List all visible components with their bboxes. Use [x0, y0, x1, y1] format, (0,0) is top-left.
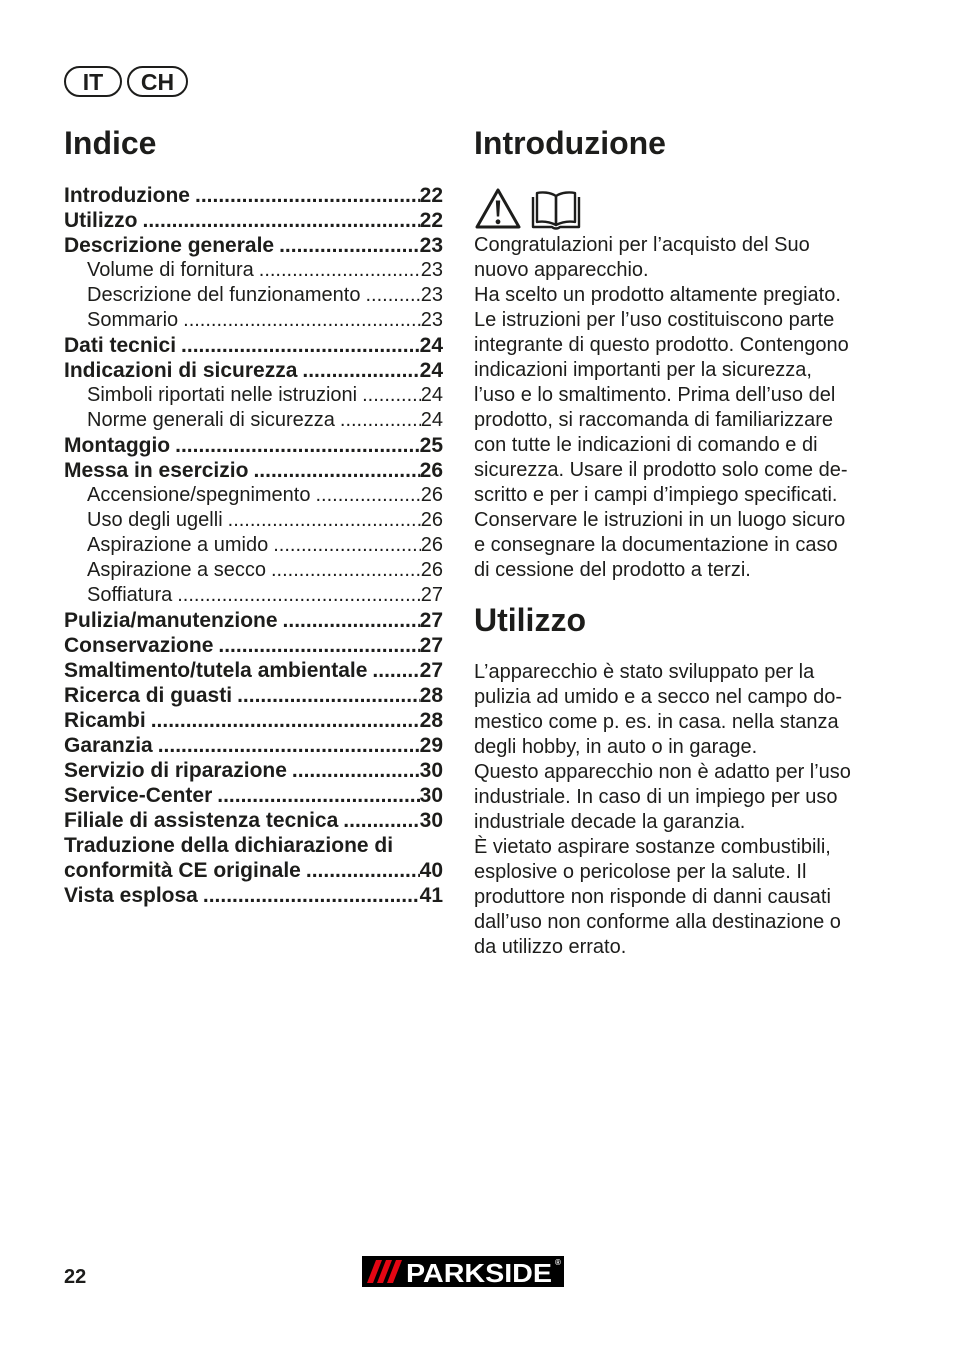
paragraph-line: l’uso e lo smaltimento. Prima dell’uso del: [474, 384, 836, 406]
paragraph-line: con tutte le indicazioni di comando e di: [474, 434, 818, 456]
toc-leader-dots: [223, 508, 421, 533]
toc-entry-label: Smaltimento/tutela ambientale: [64, 659, 368, 682]
introduzione-text: [474, 233, 849, 583]
toc-entry: [64, 333, 443, 358]
paragraph-line: Congratulazioni per l’acquisto del Suo: [474, 234, 810, 256]
toc-entry-label: Descrizione generale: [64, 234, 275, 257]
toc-leader-dots: [176, 333, 420, 358]
registered-mark: ®: [555, 1258, 561, 1267]
language-badge-ch: CH: [127, 66, 188, 97]
toc-leader-dots: [357, 383, 421, 408]
toc-subentry-label: Sommario: [87, 309, 179, 331]
toc-subentry: [64, 308, 443, 333]
toc-entry-label: Ricerca di guasti: [64, 684, 233, 707]
toc-entry: [64, 183, 443, 208]
paragraph-line: prodotto, si raccomanda di familiarizzare: [474, 409, 834, 431]
utilizzo-heading: Utilizzo: [474, 602, 586, 638]
toc-entry-label: Indicazioni di sicurezza: [64, 359, 298, 382]
paragraph-line: Le istruzioni per l’uso costituiscono parte: [474, 309, 835, 331]
toc-page-number: 26: [420, 484, 443, 506]
toc-leader-dots: [361, 283, 421, 308]
toc-page-number: 40: [419, 859, 443, 882]
introduzione-heading: Introduzione: [474, 125, 666, 161]
toc-page-number: 27: [419, 609, 443, 632]
toc-entry: [64, 708, 443, 733]
toc-entry-line: [64, 858, 443, 883]
toc-entry-line: [64, 833, 443, 858]
toc-entry-label: Utilizzo: [64, 209, 138, 232]
toc-leader-dots: [213, 633, 419, 658]
toc-subentry: [64, 483, 443, 508]
toc-entry: [64, 358, 443, 383]
toc-page-number: 26: [419, 459, 443, 482]
toc-entry: [64, 883, 443, 908]
toc-entry-label: Montaggio: [64, 434, 171, 457]
toc-entry: [64, 733, 443, 758]
toc-entry-label: Service-Center: [64, 784, 213, 807]
toc-subentry: [64, 508, 443, 533]
toc-page-number: 26: [420, 559, 443, 581]
toc-leader-dots: [310, 483, 420, 508]
toc-leader-dots: [367, 658, 419, 683]
toc-page-number: 26: [420, 534, 443, 556]
toc-entry: [64, 683, 443, 708]
paragraph-line: pulizia ad umido e a secco nel campo do-: [474, 686, 842, 708]
toc-entry-label: Ricambi: [64, 709, 146, 732]
paragraph-line: indicazioni importanti per la sicurezza,: [474, 359, 812, 381]
toc-subentry: [64, 583, 443, 608]
toc-entry-label: Messa in esercizio: [64, 459, 249, 482]
toc-subentry-label: Soffiatura: [87, 584, 173, 606]
toc-entry: [64, 433, 443, 458]
toc-entry-label: Dati tecnici: [64, 334, 177, 357]
toc-page-number: 28: [419, 709, 443, 732]
toc-subentry: [64, 408, 443, 433]
toc-page-number: 23: [420, 284, 443, 306]
toc-leader-dots: [146, 708, 420, 733]
toc-subentry: [64, 283, 443, 308]
toc-subentry-label: Uso degli ugelli: [87, 509, 223, 531]
toc-page-number: 30: [419, 809, 443, 832]
toc-entry-label: Introduzione: [64, 184, 190, 207]
toc-page-number: 22: [419, 184, 443, 207]
toc-page-number: 23: [420, 259, 443, 281]
toc-page-number: 27: [420, 584, 443, 606]
toc-page-number: 24: [419, 359, 443, 382]
toc-entry-label: Conservazione: [64, 634, 214, 657]
language-badges: [64, 66, 188, 97]
toc-leader-dots: [153, 733, 420, 758]
toc-entry-label: Pulizia/manutenzione: [64, 609, 278, 632]
toc-page-number: 24: [419, 334, 443, 357]
toc-page-number: 24: [420, 409, 443, 431]
toc-leader-dots: [170, 433, 420, 458]
toc-entry: [64, 833, 443, 883]
paragraph-line: Questo apparecchio non è adatto per l’uso: [474, 761, 851, 783]
open-book-icon: [530, 189, 582, 230]
toc-leader-dots: [138, 208, 420, 233]
toc-entry-label: Filiale di assistenza tecnica: [64, 809, 339, 832]
toc-leader-dots: [178, 308, 421, 333]
toc-leader-dots: [232, 683, 420, 708]
paragraph-line: integrante di questo prodotto. Contengono: [474, 334, 849, 356]
toc-entry: [64, 233, 443, 258]
toc-leader-dots: [287, 758, 420, 783]
toc-leader-dots: [212, 783, 419, 808]
toc-subentry-label: Norme generali di sicurezza: [87, 409, 335, 431]
toc-subentry: [64, 558, 443, 583]
paragraph-line: dall’uso non conforme alla destinazione o: [474, 911, 841, 933]
toc-subentry-label: Descrizione del funzionamento: [87, 284, 361, 306]
toc-entry: [64, 208, 443, 233]
toc-page-number: 25: [419, 434, 443, 457]
toc-subentry: [64, 533, 443, 558]
toc-leader-dots: [335, 408, 421, 433]
paragraph-line: da utilizzo errato.: [474, 936, 627, 958]
toc-page-number: 27: [419, 659, 443, 682]
page-number: 22: [64, 1266, 87, 1288]
toc-leader-dots: [274, 233, 420, 258]
toc-subentry: [64, 383, 443, 408]
toc-entry-label: Traduzione della dichiarazione di: [64, 834, 394, 857]
toc-page-number: 26: [420, 509, 443, 531]
toc-page-number: 41: [419, 884, 443, 907]
toc-page-number: 22: [419, 209, 443, 232]
paragraph-line: nuovo apparecchio.: [474, 259, 649, 281]
paragraph-line: Conservare le istruzioni in un luogo sicuro: [474, 509, 846, 531]
toc-leader-dots: [268, 533, 421, 558]
toc-subentry-label: Volume di fornitura: [87, 259, 254, 281]
paragraph-line: Ha scelto un prodotto altamente pregiato.: [474, 284, 841, 306]
toc-leader-dots: [278, 608, 420, 633]
paragraph-line: produttore non risponde di danni causati: [474, 886, 831, 908]
logo-wordmark: PARKSIDE: [406, 1258, 552, 1288]
toc-page-number: 28: [419, 684, 443, 707]
toc-page-number: 29: [419, 734, 443, 757]
toc-leader-dots: [190, 183, 420, 208]
table-of-contents: [64, 183, 443, 908]
utilizzo-text: [474, 660, 851, 960]
toc-leader-dots: [338, 808, 419, 833]
language-badge-it: IT: [64, 66, 122, 97]
toc-leader-dots: [301, 858, 420, 883]
toc-entry-label: Vista esplosa: [64, 884, 198, 907]
paragraph-line: industriale. In caso di un impiego per uso: [474, 786, 838, 808]
toc-subentry-label: Simboli riportati nelle istruzioni: [87, 384, 358, 406]
toc-subentry-label: Aspirazione a umido: [87, 534, 269, 556]
toc-entry: [64, 783, 443, 808]
toc-entry: [64, 458, 443, 483]
toc-page-number: 27: [419, 634, 443, 657]
paragraph-line: L’apparecchio è stato sviluppato per la: [474, 661, 815, 683]
toc-subentry-label: Accensione/spegnimento: [87, 484, 311, 506]
toc-leader-dots: [198, 883, 420, 908]
toc-page-number: 23: [419, 234, 443, 257]
toc-leader-dots: [248, 458, 419, 483]
toc-heading: Indice: [64, 125, 157, 161]
toc-leader-dots: [297, 358, 419, 383]
paragraph-line: sicurezza. Usare il prodotto solo come de-: [474, 459, 848, 481]
paragraph-line: mestico come p. es. in casa. nella stanza: [474, 711, 839, 733]
paragraph-line: di cessione del prodotto a terzi.: [474, 559, 751, 581]
parkside-logo: [362, 1256, 566, 1288]
toc-page-number: 24: [420, 384, 443, 406]
toc-page-number: 30: [419, 759, 443, 782]
toc-leader-dots: [172, 583, 421, 608]
toc-subentry: [64, 258, 443, 283]
paragraph-line: esplosive o pericolose per la salute. Il: [474, 861, 807, 883]
toc-page-number: 23: [420, 309, 443, 331]
toc-entry: [64, 758, 443, 783]
toc-page-number: 30: [419, 784, 443, 807]
toc-entry-label: Garanzia: [64, 734, 153, 757]
paragraph-line: industriale decade la garanzia.: [474, 811, 746, 833]
toc-entry-label: conformità CE originale: [64, 859, 301, 882]
toc-entry: [64, 608, 443, 633]
toc-leader-dots: [254, 258, 421, 283]
toc-entry: [64, 633, 443, 658]
paragraph-line: scritto e per i campi d’impiego specificati.: [474, 484, 838, 506]
paragraph-line: È vietato aspirare sostanze combustibili,: [474, 836, 831, 858]
paragraph-line: degli hobby, in auto o in garage.: [474, 736, 758, 758]
toc-entry: [64, 658, 443, 683]
toc-entry-label: Servizio di riparazione: [64, 759, 287, 782]
warning-triangle-icon: [474, 187, 522, 231]
toc-entry: [64, 808, 443, 833]
toc-subentry-label: Aspirazione a secco: [87, 559, 266, 581]
paragraph-line: e consegnare la documentazione in caso: [474, 534, 838, 556]
toc-leader-dots: [266, 558, 421, 583]
